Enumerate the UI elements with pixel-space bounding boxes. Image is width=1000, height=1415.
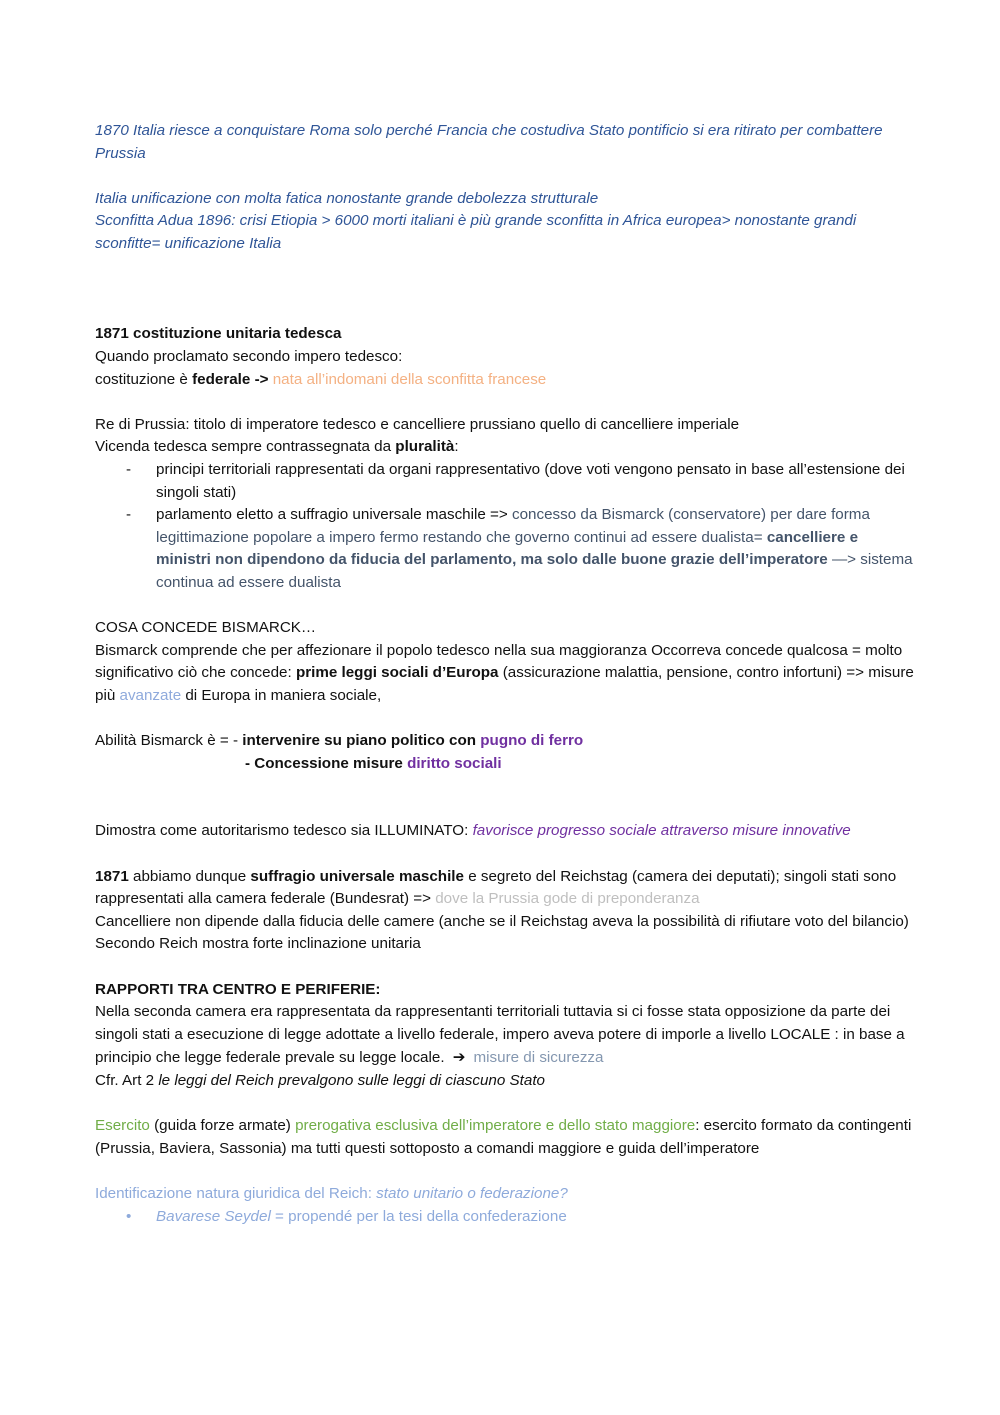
text-span: di Europa in maniera sociale, bbox=[181, 686, 382, 704]
text-concesso-bismarck: concesso da Bismarck (conservatore) per dare forma legittimazione popolare a impero fermo restando che governo continui ad essere dualista= bbox=[156, 506, 870, 546]
list-item bbox=[95, 1206, 915, 1229]
text-span: Bismarck comprende che per affezionare il popolo tedesco nella sua maggioranza Occorreva concede qualcosa = molto significativo ciò che concede: bbox=[95, 641, 903, 682]
text-diritto-sociali: diritto sociali bbox=[407, 754, 502, 772]
paragraph-reichstag bbox=[95, 866, 915, 911]
list-item bbox=[95, 504, 915, 594]
text-span: e segreto del Reichstag (camera dei deputati); singoli stati sono rappresentati alla camera federale (Bundesrat) => bbox=[95, 867, 897, 908]
text-dualista: —> sistema continua ad essere dualista bbox=[156, 551, 913, 591]
arrow-right-icon: ➔ bbox=[452, 1048, 466, 1067]
dash-list bbox=[95, 459, 915, 595]
text-federale: federale -> bbox=[192, 370, 269, 388]
text-span: Dimostra come autoritarismo tedesco sia ILLUMINATO: bbox=[95, 822, 473, 840]
text-preponderanza: dove la Prussia gode di preponderanza bbox=[435, 890, 700, 908]
text-span: : bbox=[454, 438, 459, 456]
paragraph-cancelliere: Cancelliere non dipende dalla fiducia delle camere (anche se il Reichstag aveva la possibilità di rifiutare voto del bilancio) bbox=[95, 912, 909, 930]
text-span: costituzione è bbox=[95, 370, 193, 388]
paragraph-esercito bbox=[95, 1115, 915, 1160]
paragraph-italia-roma: 1870 Italia riesce a conquistare Roma solo perché Francia che costudiva Stato pontificio si era ritirato per combattere Prussia bbox=[95, 122, 883, 162]
heading-rapporti: RAPPORTI TRA CENTRO E PERIFERIE: bbox=[95, 980, 381, 998]
line-secondo-reich: Secondo Reich mostra forte inclinazione unitaria bbox=[95, 935, 421, 953]
line-cfr-art2 bbox=[95, 1070, 915, 1093]
text-esercito: Esercito bbox=[95, 1117, 150, 1135]
document-page bbox=[95, 120, 915, 1228]
text-pugno-ferro: pugno di ferro bbox=[480, 732, 584, 750]
heading-cosa-concede: COSA CONCEDE BISMARCK… bbox=[95, 619, 317, 637]
text-span: Vicenda tedesca sempre contrassegnata da bbox=[95, 438, 396, 456]
text-pluralita: pluralità bbox=[395, 438, 455, 456]
text-avanzate: avanzate bbox=[119, 686, 182, 704]
line-abilita bbox=[95, 730, 915, 753]
text-prime-leggi: prime leggi sociali d’Europa bbox=[295, 664, 499, 682]
dash-bullet: - bbox=[126, 506, 132, 524]
text-suffragio: suffragio universale maschile bbox=[250, 867, 464, 885]
text-stato-unitario: stato unitario o federazione? bbox=[376, 1184, 568, 1202]
text-progresso-sociale: favorisce progresso sociale attraverso misure innovative bbox=[472, 822, 851, 840]
list-item-text: principi territoriali rappresentati da organi rappresentativo (dove voti vengono pensato in base all’estensione dei singoli stati) bbox=[156, 460, 905, 501]
text-span: Cfr. Art 2 bbox=[95, 1071, 159, 1089]
paragraph-italia-unificazione: Italia unificazione con molta fatica nonostante grande debolezza strutturale bbox=[95, 189, 599, 207]
text-span: (guida forze armate) bbox=[149, 1117, 296, 1135]
paragraph-adua: Sconfitta Adua 1896: crisi Etiopia > 6000 morti italiani è più grande sconfitta in Africa europea> nonostante grandi sconfitte= unificazione Italia bbox=[95, 212, 857, 252]
text-sconfitta-francese: nata all’indomani della sconfitta francese bbox=[268, 370, 547, 388]
list-item bbox=[95, 459, 915, 504]
dot-bullet: • bbox=[126, 1207, 132, 1225]
line-pluralita bbox=[95, 436, 915, 459]
text-span: Identificazione natura giuridica del Reich: bbox=[95, 1184, 377, 1202]
text-span: (assicurazione malattia, pensione, contro infortuni) => misure più bbox=[95, 664, 914, 704]
text-span: : esercito formato da contingenti (Prussia, Baviera, Sassonia) ma tutti questi sottoposto a comandi maggiore e guida dell’imperatore bbox=[95, 1117, 912, 1157]
dash-bullet: - bbox=[126, 460, 132, 478]
text-confederazione: = propendé per la tesi della confederazione bbox=[270, 1207, 567, 1225]
list-item-text: parlamento eletto a suffragio universale maschile => bbox=[156, 506, 512, 524]
heading-costituzione: 1871 costituzione unitaria tedesca bbox=[95, 325, 342, 343]
paragraph-illuminato bbox=[95, 820, 915, 843]
text-cancelliere-ministri: cancelliere e ministri non dipendono da fiducia del parlamento, ma solo dalle buone grazie dell’imperatore bbox=[156, 528, 859, 569]
text-span: Abilità Bismarck è = - bbox=[95, 732, 243, 750]
line-concessione bbox=[95, 753, 915, 776]
text-span: abbiamo dunque bbox=[128, 867, 251, 885]
text-seydel: Bavarese Seydel bbox=[156, 1207, 271, 1225]
text-misure-sicurezza: misure di sicurezza bbox=[473, 1049, 604, 1067]
text-intervenire: intervenire su piano politico con bbox=[242, 732, 481, 750]
line-federale bbox=[95, 369, 915, 392]
line-re-prussia: Re di Prussia: titolo di imperatore tedesco e cancelliere prussiano quello di cancelliere imperiale bbox=[95, 415, 740, 433]
text-concessione: - Concessione misure bbox=[245, 754, 408, 772]
line-proclamato: Quando proclamato secondo impero tedesco: bbox=[95, 347, 403, 365]
text-art2-quote: le leggi del Reich prevalgono sulle leggi di ciascuno Stato bbox=[158, 1071, 545, 1089]
paragraph-bismarck bbox=[95, 640, 915, 708]
text-1871: 1871 bbox=[95, 867, 129, 885]
text-span: Nella seconda camera era rappresentata da rappresentanti territoriali tuttavia si ci fosse stata opposizione da parte dei singoli stati a esecuzione di legge adottate a livello federale, impero aveva potere di imporle a livello LOCALE : in base a principio che legge federale prevale su legge locale. bbox=[95, 1003, 905, 1067]
paragraph-seconda-camera bbox=[95, 1001, 915, 1070]
line-identificazione bbox=[95, 1183, 915, 1206]
text-prerogativa: prerogativa esclusiva dell’imperatore e dello stato maggiore bbox=[295, 1117, 696, 1135]
dot-list bbox=[95, 1206, 915, 1229]
